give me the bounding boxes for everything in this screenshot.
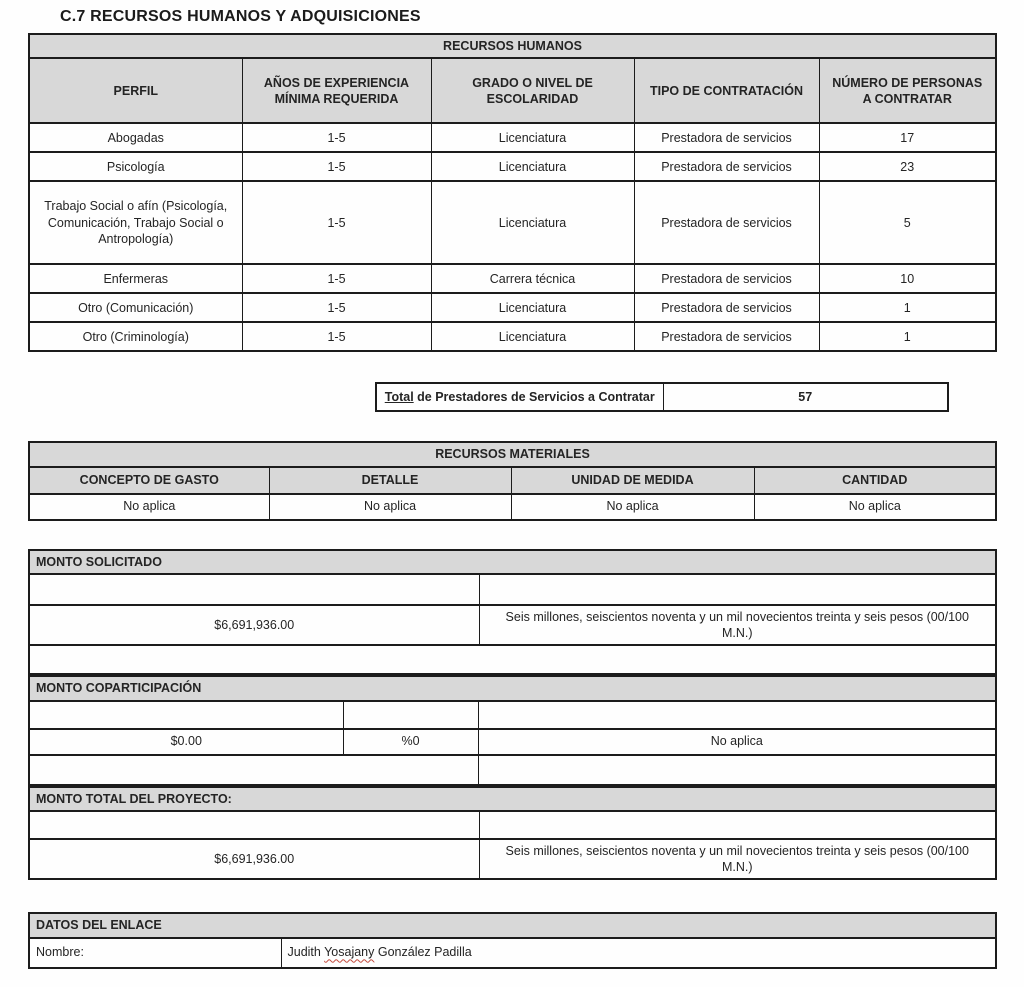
cell-personas: 5 bbox=[819, 181, 996, 264]
empty-row bbox=[29, 645, 996, 674]
table-row bbox=[29, 938, 996, 968]
cell-experiencia: 1-5 bbox=[242, 152, 431, 181]
total-label-word: Total bbox=[384, 390, 414, 405]
cell-personas: 17 bbox=[819, 123, 996, 152]
empty-row bbox=[29, 755, 996, 785]
empty-cell bbox=[343, 701, 478, 729]
monto-solicitado-table bbox=[28, 549, 997, 676]
total-prestadores-box bbox=[375, 382, 949, 412]
nombre-misspelled-word: Yosajany bbox=[324, 945, 375, 960]
empty-cell bbox=[478, 701, 996, 729]
empty-cell bbox=[29, 645, 996, 674]
cell-escolaridad: Licenciatura bbox=[431, 152, 634, 181]
table-row bbox=[29, 293, 996, 322]
column-header-personas: NÚMERO DE PERSONAS A CONTRATAR bbox=[819, 58, 996, 123]
table-row bbox=[29, 605, 996, 646]
monto-coparticipacion-note: No aplica bbox=[478, 729, 996, 755]
table-row bbox=[29, 123, 996, 152]
cell-contratacion: Prestadora de servicios bbox=[634, 264, 819, 293]
cell-perfil: Otro (Criminología) bbox=[29, 322, 242, 351]
table-row bbox=[29, 494, 996, 520]
cell-contratacion: Prestadora de servicios bbox=[634, 152, 819, 181]
cell-personas: 1 bbox=[819, 322, 996, 351]
monto-coparticipacion-amount: $0.00 bbox=[29, 729, 343, 755]
table-row bbox=[29, 152, 996, 181]
monto-coparticipacion-percent: %0 bbox=[343, 729, 478, 755]
nombre-label: Nombre: bbox=[29, 938, 281, 968]
cell-experiencia: 1-5 bbox=[242, 181, 431, 264]
datos-enlace-header: DATOS DEL ENLACE bbox=[29, 913, 996, 937]
cell-personas: 23 bbox=[819, 152, 996, 181]
nombre-value bbox=[281, 938, 996, 968]
empty-row bbox=[29, 574, 996, 605]
cell-perfil: Otro (Comunicación) bbox=[29, 293, 242, 322]
cell-detalle: No aplica bbox=[269, 494, 511, 520]
cell-contratacion: Prestadora de servicios bbox=[634, 293, 819, 322]
empty-cell bbox=[29, 811, 479, 839]
cell-contratacion: Prestadora de servicios bbox=[634, 322, 819, 351]
cell-experiencia: 1-5 bbox=[242, 264, 431, 293]
cell-personas: 10 bbox=[819, 264, 996, 293]
empty-cell bbox=[29, 701, 343, 729]
nombre-rest: González Padilla bbox=[374, 945, 472, 960]
nombre-first: Judith bbox=[287, 945, 325, 960]
total-value: 57 bbox=[663, 383, 948, 411]
cell-concepto: No aplica bbox=[29, 494, 269, 520]
cell-perfil: Trabajo Social o afín (Psicología, Comunicación, Trabajo Social o Antropología) bbox=[29, 181, 242, 264]
table-row bbox=[29, 322, 996, 351]
recursos-materiales-table bbox=[28, 441, 997, 520]
recursos-humanos-header: RECURSOS HUMANOS bbox=[29, 34, 996, 58]
monto-solicitado-amount-text: Seis millones, seiscientos noventa y un mil novecientos treinta y seis pesos (00/100 M.N.) bbox=[479, 605, 996, 646]
cell-contratacion: Prestadora de servicios bbox=[634, 181, 819, 264]
cell-escolaridad: Licenciatura bbox=[431, 123, 634, 152]
empty-cell bbox=[29, 574, 479, 605]
monto-solicitado-amount: $6,691,936.00 bbox=[29, 605, 479, 646]
cell-escolaridad: Licenciatura bbox=[431, 322, 634, 351]
monto-total-amount-text: Seis millones, seiscientos noventa y un mil novecientos treinta y seis pesos (00/100 M.N.) bbox=[479, 839, 996, 880]
column-header-contratacion: TIPO DE CONTRATACIÓN bbox=[634, 58, 819, 123]
empty-cell bbox=[478, 755, 996, 785]
total-label bbox=[376, 383, 663, 411]
datos-enlace-table bbox=[28, 912, 997, 968]
column-header-cantidad: CANTIDAD bbox=[754, 467, 996, 494]
document-title: C.7 RECURSOS HUMANOS Y ADQUISICIONES bbox=[60, 8, 421, 25]
cell-perfil: Enfermeras bbox=[29, 264, 242, 293]
total-label-rest: de Prestadores de Servicios a Contratar bbox=[413, 390, 655, 405]
column-header-experiencia: AÑOS DE EXPERIENCIA MÍNIMA REQUERIDA bbox=[242, 58, 431, 123]
monto-total-header: MONTO TOTAL DEL PROYECTO: bbox=[29, 787, 996, 811]
monto-solicitado-header: MONTO SOLICITADO bbox=[29, 550, 996, 574]
empty-row bbox=[29, 811, 996, 839]
recursos-materiales-header: RECURSOS MATERIALES bbox=[29, 442, 996, 466]
cell-escolaridad: Carrera técnica bbox=[431, 264, 634, 293]
cell-experiencia: 1-5 bbox=[242, 293, 431, 322]
monto-total-amount: $6,691,936.00 bbox=[29, 839, 479, 880]
cell-cantidad: No aplica bbox=[754, 494, 996, 520]
table-row bbox=[29, 729, 996, 755]
monto-coparticipacion-table bbox=[28, 675, 997, 785]
table-row bbox=[29, 264, 996, 293]
cell-experiencia: 1-5 bbox=[242, 322, 431, 351]
cell-personas: 1 bbox=[819, 293, 996, 322]
cell-unidad: No aplica bbox=[511, 494, 754, 520]
column-header-perfil: PERFIL bbox=[29, 58, 242, 123]
table-row bbox=[29, 181, 996, 264]
empty-cell bbox=[479, 811, 996, 839]
column-header-detalle: DETALLE bbox=[269, 467, 511, 494]
monto-coparticipacion-header: MONTO COPARTICIPACIÓN bbox=[29, 676, 996, 700]
cell-experiencia: 1-5 bbox=[242, 123, 431, 152]
empty-cell bbox=[29, 755, 478, 785]
empty-cell bbox=[479, 574, 996, 605]
monto-total-table bbox=[28, 786, 997, 881]
empty-row bbox=[29, 701, 996, 729]
cell-perfil: Psicología bbox=[29, 152, 242, 181]
column-header-concepto: CONCEPTO DE GASTO bbox=[29, 467, 269, 494]
table-row bbox=[29, 839, 996, 880]
cell-escolaridad: Licenciatura bbox=[431, 181, 634, 264]
cell-perfil: Abogadas bbox=[29, 123, 242, 152]
cell-escolaridad: Licenciatura bbox=[431, 293, 634, 322]
recursos-humanos-table bbox=[28, 33, 997, 352]
cell-contratacion: Prestadora de servicios bbox=[634, 123, 819, 152]
column-header-unidad: UNIDAD DE MEDIDA bbox=[511, 467, 754, 494]
column-header-escolaridad: GRADO O NIVEL DE ESCOLARIDAD bbox=[431, 58, 634, 123]
